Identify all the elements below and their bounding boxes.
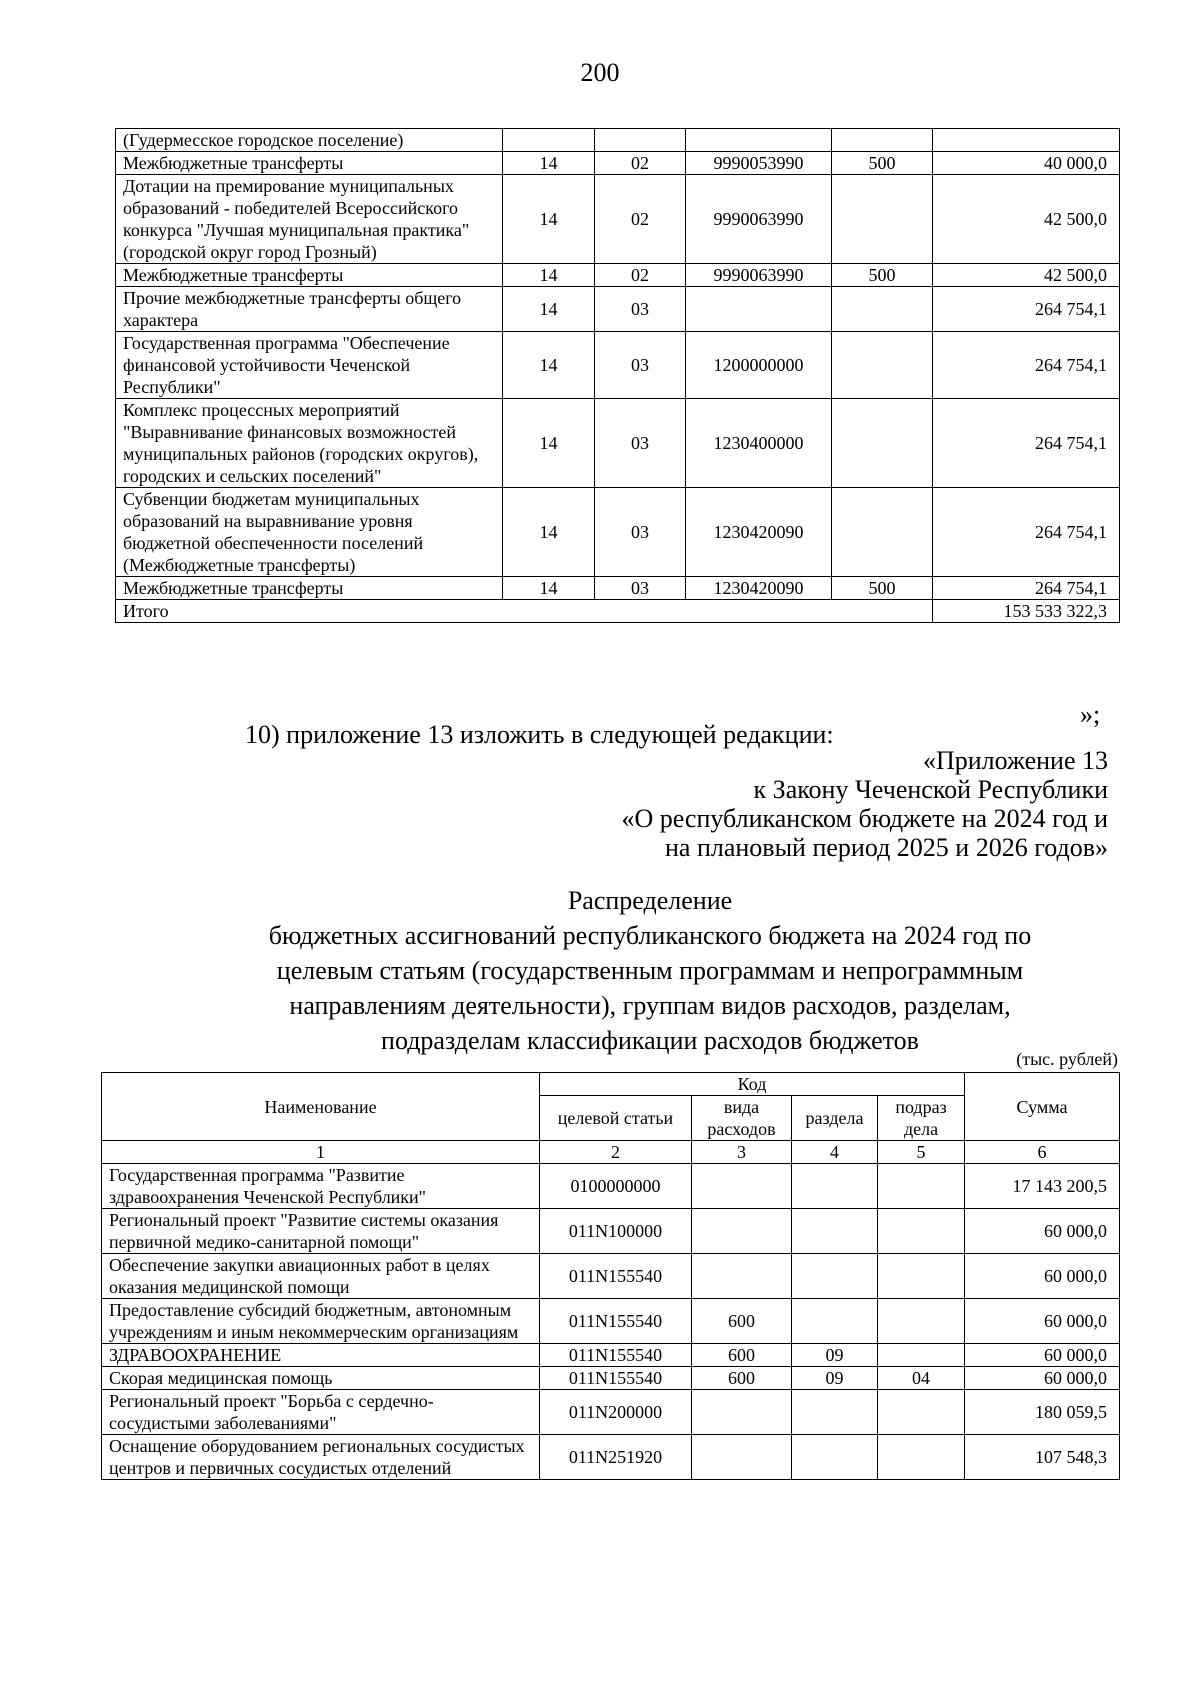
row-name: Комплекс процессных мероприятий "Выравнивание финансовых возможностей муниципальных районов (городских округов), городских и сельских поселений"	[116, 399, 503, 488]
row-subsection: 03	[595, 399, 686, 488]
row-target: 1200000000	[686, 332, 832, 399]
table-row	[102, 1299, 1120, 1344]
row-subsection: 02	[595, 152, 686, 175]
table-row	[116, 287, 1120, 332]
row-target	[686, 287, 832, 332]
row-name: Субвенции бюджетам муниципальных образований на выравнивание уровня бюджетной обеспеченности поселений (Межбюджетные трансферты)	[116, 488, 503, 577]
row-target: 011N155540	[540, 1344, 692, 1367]
row-kind	[832, 399, 933, 488]
row-sum: 40 000,0	[933, 152, 1120, 175]
row-name: (Гудермесское городское поселение)	[116, 129, 503, 152]
row-kind: 600	[692, 1344, 792, 1367]
header-sum: Сумма	[965, 1073, 1120, 1141]
row-target: 9990053990	[686, 152, 832, 175]
row-sum: 60 000,0	[965, 1254, 1120, 1299]
row-subsection: 02	[595, 264, 686, 287]
row-section: 14	[503, 152, 595, 175]
row-sum: 42 500,0	[933, 264, 1120, 287]
total-label: Итого	[116, 600, 933, 623]
title-line: подразделам классификации расходов бюджетов	[381, 1026, 919, 1055]
row-subsection: 04	[878, 1367, 965, 1390]
row-sum: 60 000,0	[965, 1209, 1120, 1254]
table-row	[116, 152, 1120, 175]
table-row	[116, 488, 1120, 577]
total-row	[116, 600, 1120, 623]
row-subsection	[878, 1390, 965, 1435]
amendment-item-10: 10) приложение 13 изложить в следующей редакции:	[245, 720, 834, 749]
row-target: 9990063990	[686, 264, 832, 287]
row-kind	[692, 1164, 792, 1209]
title-line: целевым статьям (государственным программам и непрограммным	[276, 956, 1024, 985]
row-sum: 264 754,1	[933, 287, 1120, 332]
row-kind	[692, 1209, 792, 1254]
row-sum: 264 754,1	[933, 399, 1120, 488]
row-kind: 500	[832, 152, 933, 175]
row-section	[792, 1390, 878, 1435]
row-name: Межбюджетные трансферты	[116, 577, 503, 600]
row-name: Предоставление субсидий бюджетным, автономным учреждениям и иным некоммерческим организациям	[102, 1299, 540, 1344]
table-row	[102, 1390, 1120, 1435]
row-name: Региональный проект "Развитие системы оказания первичной медико-санитарной помощи"	[102, 1209, 540, 1254]
header-code: Код	[540, 1073, 965, 1096]
title-line: бюджетных ассигнований республиканского бюджета на 2024 год по	[268, 921, 1032, 950]
header-subsection: подраз дела	[878, 1096, 965, 1141]
row-section: 09	[792, 1367, 878, 1390]
row-name: Межбюджетные трансферты	[116, 152, 503, 175]
row-name: Региональный проект "Борьба с сердечно-сосудистыми заболеваниями"	[102, 1390, 540, 1435]
row-kind: 500	[832, 264, 933, 287]
row-section: 14	[503, 577, 595, 600]
row-kind	[832, 287, 933, 332]
row-subsection	[878, 1344, 965, 1367]
title-line: направлениям деятельности), группам видов расходов, разделам,	[289, 991, 1011, 1020]
row-section	[792, 1435, 878, 1480]
row-section	[792, 1209, 878, 1254]
table-row	[116, 129, 1120, 152]
header-target: целевой статьи	[540, 1096, 692, 1141]
row-sum: 264 754,1	[933, 488, 1120, 577]
row-subsection	[878, 1254, 965, 1299]
row-subsection	[878, 1164, 965, 1209]
row-kind	[832, 332, 933, 399]
row-name: Государственная программа "Обеспечение финансовой устойчивости Чеченской Республики"	[116, 332, 503, 399]
closing-quote: »;	[1080, 700, 1101, 729]
table-row	[102, 1164, 1120, 1209]
row-subsection	[878, 1209, 965, 1254]
row-target: 9990063990	[686, 175, 832, 264]
row-kind: 600	[692, 1299, 792, 1344]
table-row	[116, 175, 1120, 264]
column-number: 2	[540, 1141, 692, 1164]
row-subsection	[878, 1435, 965, 1480]
row-subsection: 02	[595, 175, 686, 264]
column-number: 6	[965, 1141, 1120, 1164]
table-row	[102, 1344, 1120, 1367]
row-name: Скорая медицинская помощь	[102, 1367, 540, 1390]
column-number: 4	[792, 1141, 878, 1164]
row-section	[792, 1164, 878, 1209]
row-target: 011N155540	[540, 1367, 692, 1390]
row-section	[503, 129, 595, 152]
row-kind	[832, 175, 933, 264]
header-row	[102, 1073, 1120, 1096]
table-row	[116, 332, 1120, 399]
appendix-line: к Закону Чеченской Республики	[753, 775, 1108, 804]
header-kind: вида расходов	[692, 1096, 792, 1141]
appendix-line: «О республиканском бюджете на 2024 год и	[621, 804, 1108, 833]
row-sum: 180 059,5	[965, 1390, 1120, 1435]
table-row	[116, 399, 1120, 488]
row-subsection	[878, 1299, 965, 1344]
row-name: ЗДРАВООХРАНЕНИЕ	[102, 1344, 540, 1367]
total-value: 153 533 322,3	[933, 600, 1120, 623]
row-name: Межбюджетные трансферты	[116, 264, 503, 287]
row-subsection: 03	[595, 577, 686, 600]
row-target: 1230420090	[686, 488, 832, 577]
row-name: Обеспечение закупки авиационных работ в целях оказания медицинской помощи	[102, 1254, 540, 1299]
document-title	[100, 883, 1200, 1058]
row-sum: 264 754,1	[933, 577, 1120, 600]
table-row	[102, 1367, 1120, 1390]
row-section: 14	[503, 332, 595, 399]
row-name: Дотации на премирование муниципальных образований - победителей Всероссийского конкурса "Лучшая муниципальная практика" (городской округ город Грозный)	[116, 175, 503, 264]
row-name: Прочие межбюджетные трансферты общего характера	[116, 287, 503, 332]
table-row	[116, 264, 1120, 287]
row-kind	[692, 1435, 792, 1480]
unit-label: (тыс. рублей)	[1016, 1049, 1118, 1069]
row-subsection: 03	[595, 488, 686, 577]
row-sum: 60 000,0	[965, 1344, 1120, 1367]
row-name: Государственная программа "Развитие здравоохранения Чеченской Республики"	[102, 1164, 540, 1209]
row-kind: 500	[832, 577, 933, 600]
row-target: 1230400000	[686, 399, 832, 488]
row-section	[792, 1299, 878, 1344]
header-section: раздела	[792, 1096, 878, 1141]
row-target: 011N251920	[540, 1435, 692, 1480]
column-number-row	[102, 1141, 1120, 1164]
row-target: 011N155540	[540, 1299, 692, 1344]
row-sum: 107 548,3	[965, 1435, 1120, 1480]
header-name: Наименование	[102, 1073, 540, 1141]
appendix-header	[621, 746, 1108, 862]
row-section	[792, 1254, 878, 1299]
column-number: 3	[692, 1141, 792, 1164]
row-subsection: 03	[595, 287, 686, 332]
row-sum: 60 000,0	[965, 1367, 1120, 1390]
row-section: 14	[503, 175, 595, 264]
row-kind	[832, 488, 933, 577]
title-line: Распределение	[567, 886, 733, 915]
row-kind	[692, 1254, 792, 1299]
row-sum: 264 754,1	[933, 332, 1120, 399]
row-kind	[692, 1390, 792, 1435]
row-kind	[832, 129, 933, 152]
row-section: 14	[503, 488, 595, 577]
row-subsection: 03	[595, 332, 686, 399]
row-target: 011N200000	[540, 1390, 692, 1435]
row-section: 14	[503, 287, 595, 332]
appendix-line: на плановый период 2025 и 2026 годов»	[665, 833, 1108, 862]
appendix-line: «Приложение 13	[922, 746, 1108, 775]
table-row	[102, 1254, 1120, 1299]
row-sum: 60 000,0	[965, 1299, 1120, 1344]
row-sum	[933, 129, 1120, 152]
row-name: Оснащение оборудованием региональных сосудистых центров и первичных сосудистых отделений	[102, 1435, 540, 1480]
row-section: 09	[792, 1344, 878, 1367]
row-target: 0100000000	[540, 1164, 692, 1209]
continued-table	[115, 128, 1120, 623]
row-kind: 600	[692, 1367, 792, 1390]
table-row	[102, 1209, 1120, 1254]
row-sum: 42 500,0	[933, 175, 1120, 264]
row-section: 14	[503, 399, 595, 488]
budget-distribution-table	[101, 1072, 1120, 1480]
table-row	[116, 577, 1120, 600]
row-target: 011N100000	[540, 1209, 692, 1254]
row-section: 14	[503, 264, 595, 287]
table-row	[102, 1435, 1120, 1480]
column-number: 1	[102, 1141, 540, 1164]
row-subsection	[595, 129, 686, 152]
page-number: 200	[580, 58, 620, 87]
row-sum: 17 143 200,5	[965, 1164, 1120, 1209]
row-target: 011N155540	[540, 1254, 692, 1299]
row-target	[686, 129, 832, 152]
row-target: 1230420090	[686, 577, 832, 600]
column-number: 5	[878, 1141, 965, 1164]
